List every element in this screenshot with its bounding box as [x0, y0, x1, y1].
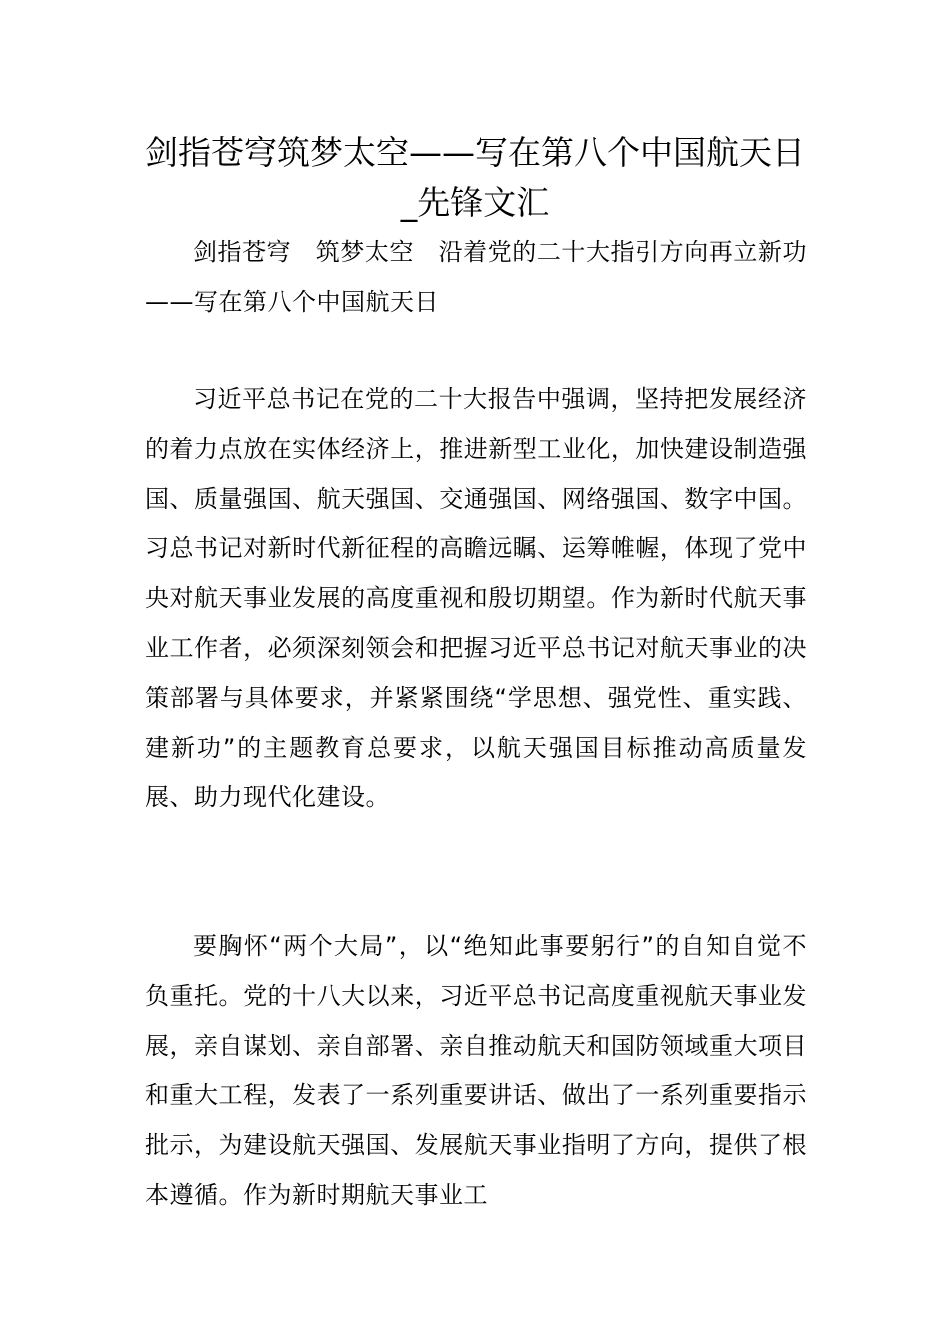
body-paragraph-1: 习近平总书记在党的二十大报告中强调，坚持把发展经济的着力点放在实体经济上，推进新型工业化，加快建设制造强国、质量强国、航天强国、交通强国、网络强国、数字中国。习总书记对新时代新征程的高瞻远瞩、运筹帷幄，体现了党中央对航天事业发展的高度重视和殷切期望。作为新时代航天事业工作者，必须深刻领会和把握习近平总书记对航天事业的决策部署与具体要求，并紧紧围绕“学思想、强党性、重实践、建新功”的主题教育总要求，以航天强国目标推动高质量发展、助力现代化建设。 [145, 385, 807, 812]
document-subtitle: 剑指苍穹 筑梦太空 沿着党的二十大指引方向再立新功——写在第八个中国航天日 [145, 238, 807, 316]
document-title: 剑指苍穹筑梦太空——写在第八个中国航天日_先锋文汇 [145, 133, 805, 222]
body-paragraph-2: 要胸怀“两个大局”，以“绝知此事要躬行”的自知自觉不负重托。党的十八大以来，习近平总书记高度重视航天事业发展，亲自谋划、亲自部署、亲自推动航天和国防领域重大项目和重大工程，发表了一系列重要讲话、做出了一系列重要指示批示，为建设航天强国、发展航天事业指明了方向，提供了根本遵循。作为新时期航天事业工 [145, 932, 807, 1209]
